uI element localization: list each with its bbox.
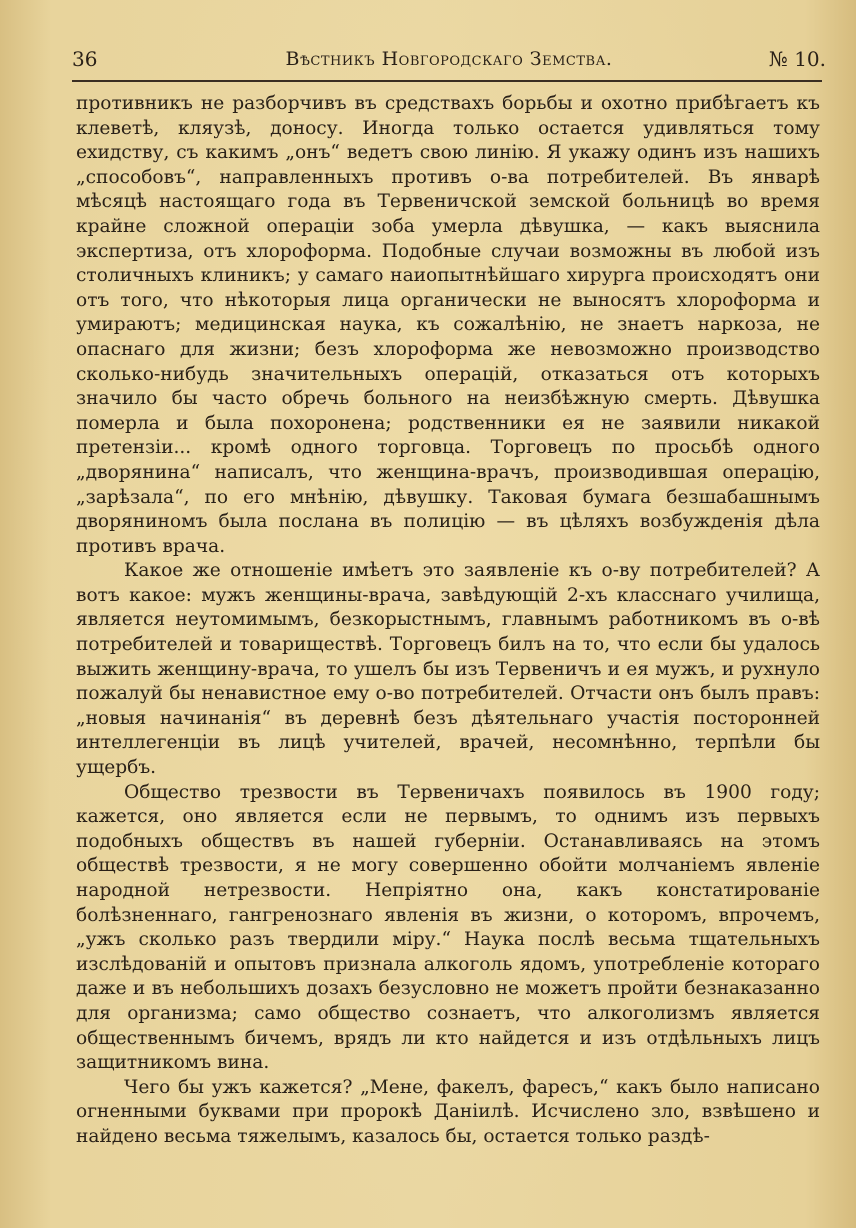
paragraph: Чего бы ужъ кажется? „Мене, факелъ, фаресъ,“ какъ было написано огненными буквами при пророкѣ Даніилѣ. Исчислено зло, взвѣшено и найдено весьма тяжелымъ, казалось бы, остается только раздѣ- — [76, 1076, 820, 1147]
page-number: 36 — [72, 47, 98, 71]
paragraph: Какое же отношеніе имѣетъ это заявленіе къ о-ву потребителей? А вотъ какое: мужъ женщины-врача, завѣдующій 2-хъ класснаго училища, является неутомимымъ, безкорыстнымъ, главнымъ работникомъ въ о-вѣ потребителей и товариществѣ. Торговецъ билъ на то, что если бы удалось выжить женщину-врача, то ушелъ бы изъ Тервеничъ и ея мужъ, и рухнуло пожалуй бы ненавистное ему о-во потребителей. Отчасти онъ былъ правъ: „новыя начинанія“ въ деревнѣ безъ дѣятельнаго участія посторонней интеллегенціи въ лицѣ учителей, врачей, несомнѣнно, терпѣли бы ущербъ. — [76, 560, 820, 779]
issue-number: № 10. — [768, 47, 826, 71]
page-header — [72, 44, 826, 74]
journal-title: Вѣстникъ Новгородскаго Земства. — [285, 48, 613, 70]
body-text — [76, 92, 820, 1150]
paragraph: Общество трезвости въ Тервеничахъ появилось въ 1900 году; кажется, оно является если не первымъ, то однимъ изъ первыхъ подобныхъ обществъ въ нашей губерніи. Останавливаясь на этомъ обществѣ трезвости, я не могу совершенно обойти молчаніемъ явленіе народной нетрезвости. Непріятно она, какъ констатированіе болѣзненнаго, гангренознаго явленія въ жизни, о которомъ, впрочемъ, „ужъ сколько разъ твердили міру.“ Наука послѣ весьма тщательныхъ изслѣдованій и опытовъ признала алкоголь ядомъ, употребленіе котораго даже и въ небольшихъ дозахъ безусловно не можетъ пройти безнаказанно для организма; само общество сознаетъ, что алкоголизмъ является общественнымъ бичемъ, врядъ ли кто найдется и изъ отдѣльныхъ лицъ защитникомъ вина. — [76, 781, 820, 1074]
header-rule — [72, 80, 822, 82]
paragraph: противникъ не разборчивъ въ средствахъ борьбы и охотно прибѣгаетъ къ клеветѣ, кляузѣ, доносу. Иногда только остается удивляться тому ехидству, съ какимъ „онъ“ ведетъ свою линію. Я укажу одинъ изъ нашихъ „способовъ“, направленныхъ противъ о-ва потребителей. Въ январѣ мѣсяцѣ настоящаго года въ Тервеничской земской больницѣ во время крайне сложной операціи зоба умерла дѣвушка, — какъ выяснила экспертиза, отъ хлороформа. Подобные случаи возможны въ любой изъ столичныхъ клиникъ; у самаго наиопытнѣйшаго хирурга происходятъ они отъ того, что нѣкоторыя лица органически не выносятъ хлороформа и умираютъ; медицинская наука, къ сожалѣнію, не знаетъ наркоза, не опаснаго для жизни; безъ хлороформа же невозможно производство сколько-нибудь значительныхъ операцій, отказаться отъ которыхъ значило бы часто обречь больного на неизбѣжную смерть. Дѣвушка померла и была похоронена; родственники ея не заявили никакой претензіи... кромѣ одного торговца. Торговецъ по просьбѣ одного „дворянина“ написалъ, что женщина-врачъ, производившая операцію, „зарѣзала“, по его мнѣнію, дѣвушку. Таковая бумага безшабашнымъ дворяниномъ была послана въ полицію — въ цѣляхъ возбужденія дѣла противъ врача. — [76, 93, 820, 557]
